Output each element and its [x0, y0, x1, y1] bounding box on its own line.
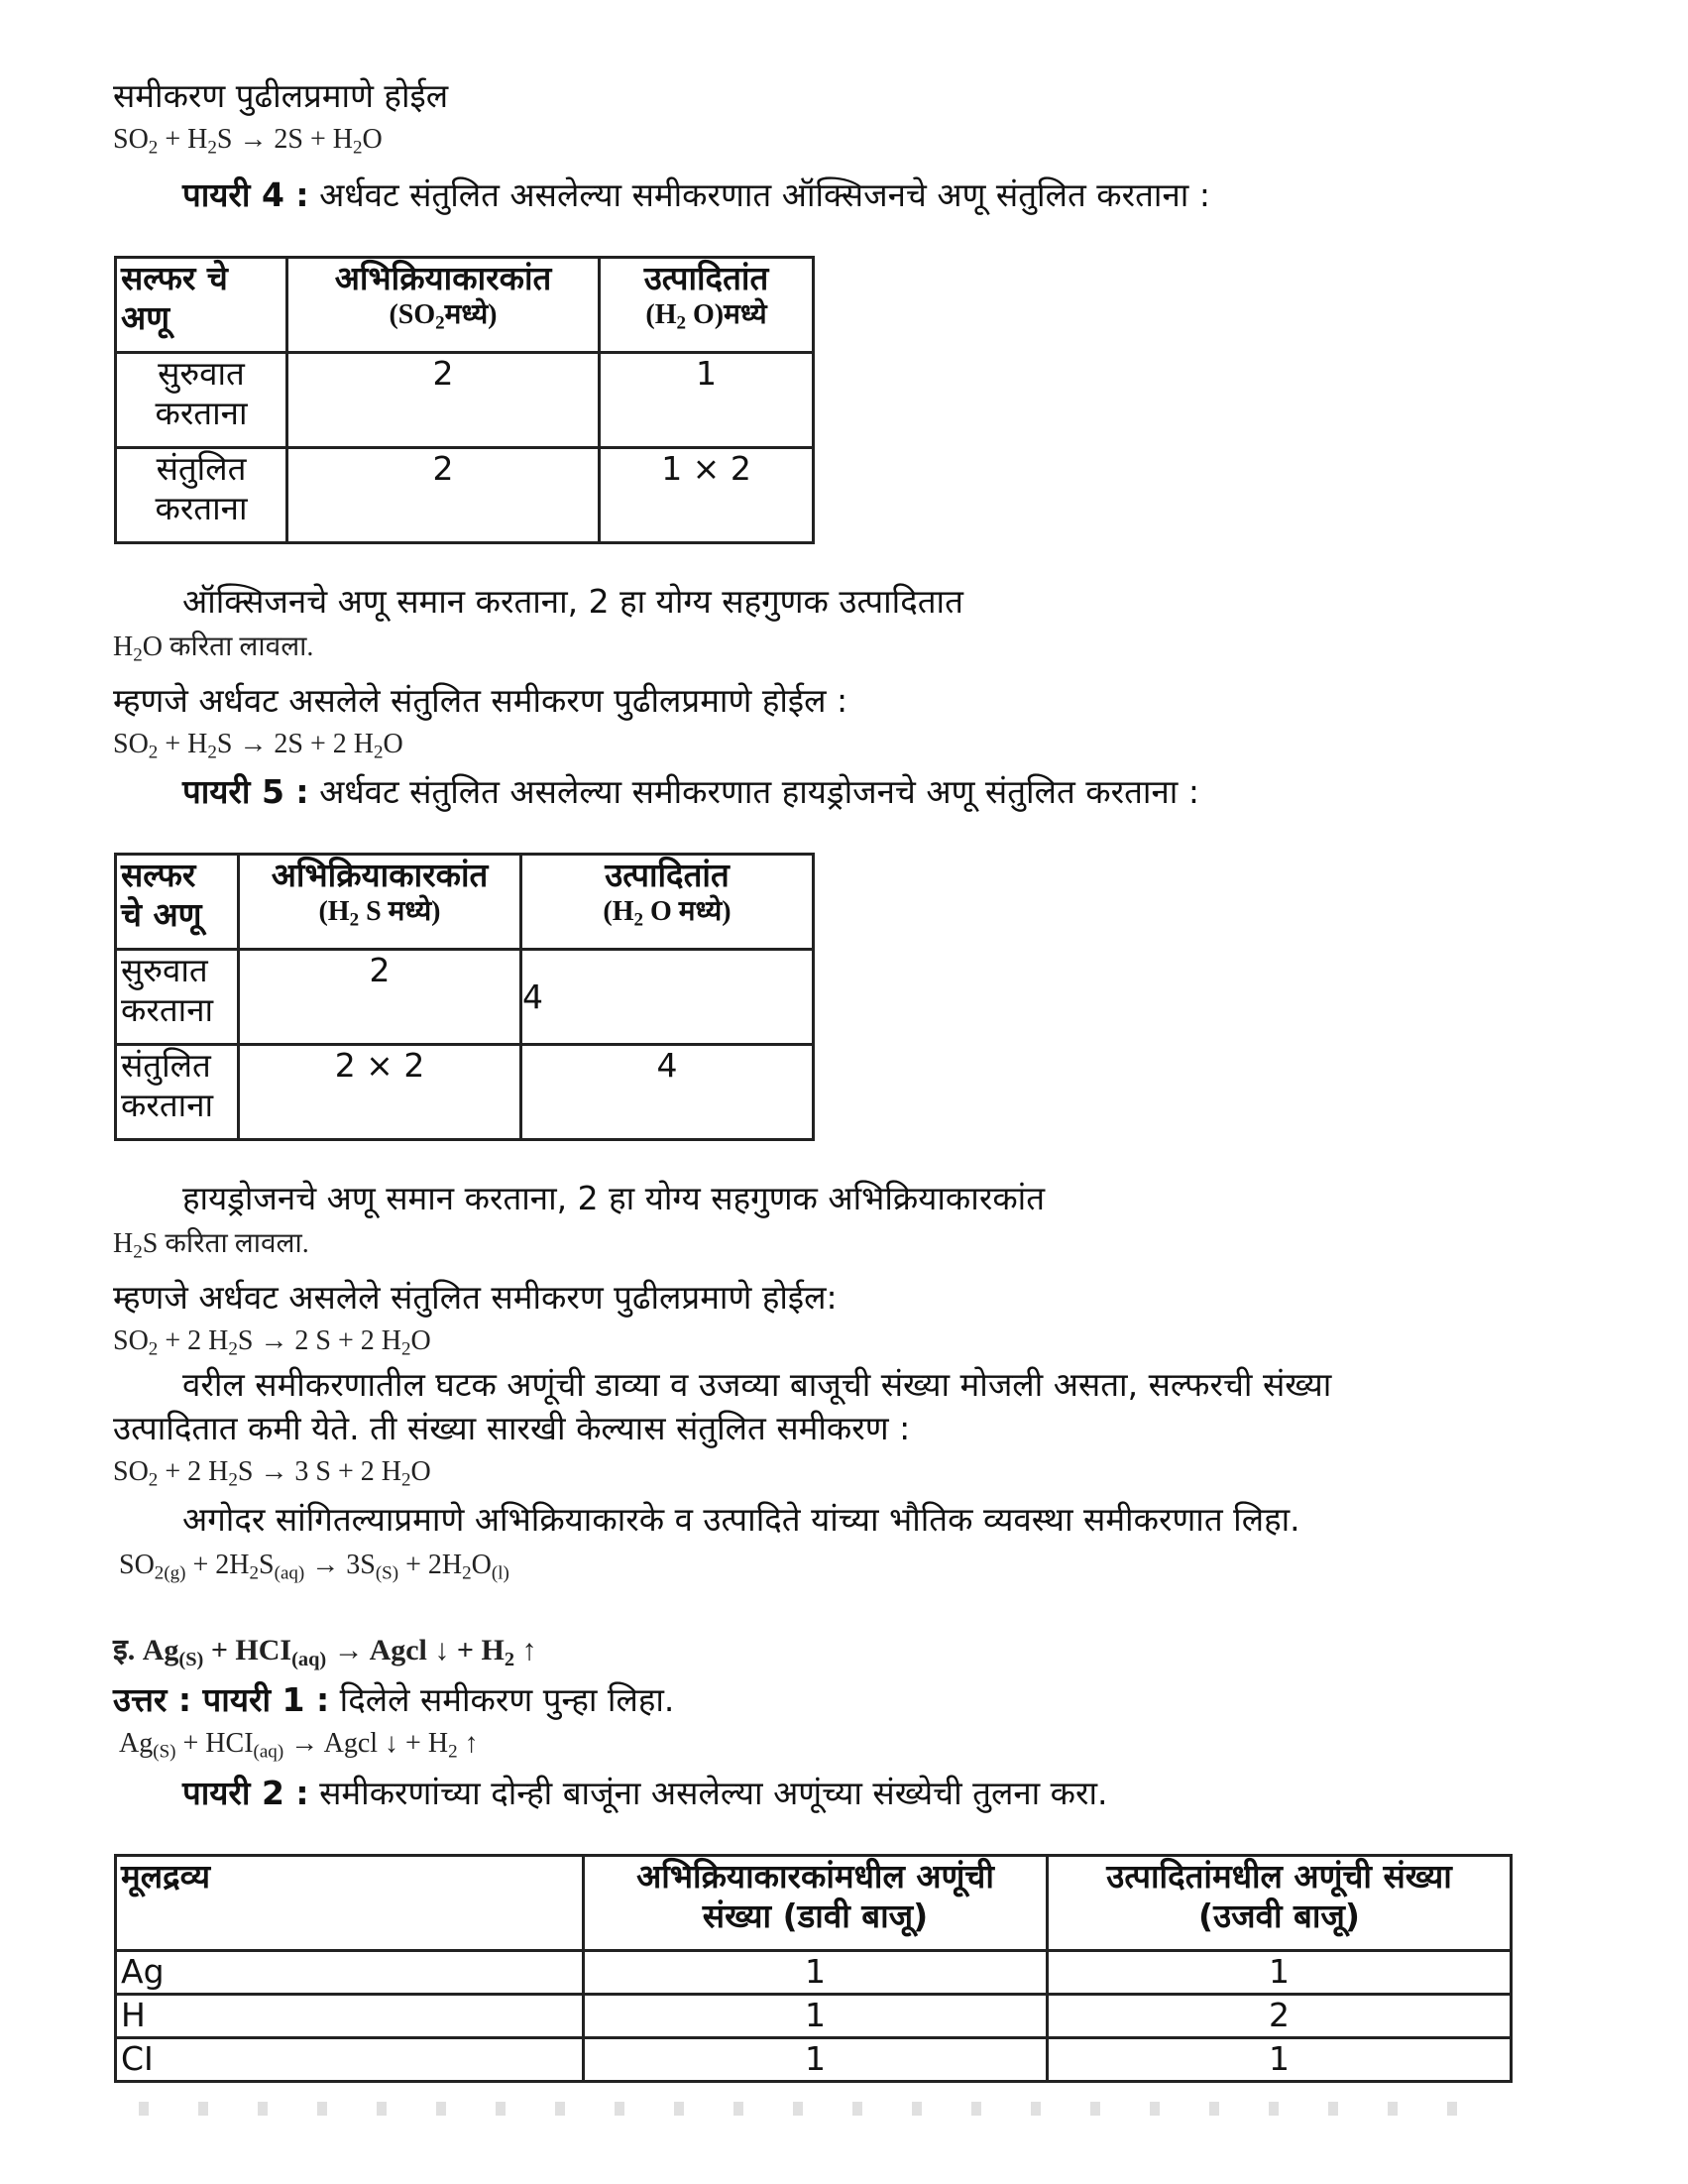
- element-count-table: [114, 1854, 1513, 2083]
- text-line: म्हणजे अर्धवट असलेले संतुलित समीकरण पुढीलप्रमाणे होईल :: [113, 681, 848, 720]
- table-header-cell: उत्पादितांत ($H_2$ O मध्ये): [521, 855, 814, 950]
- step-heading: पायरी 2 : समीकरणांच्या दोन्ही बाजूंना असलेल्या अणूंच्या संख्येची तुलना करा.: [182, 1774, 1108, 1812]
- table-header-cell: अभिक्रियाकारकांत ($H_2$ S मध्ये): [239, 855, 521, 950]
- hydrogen-table: [114, 853, 815, 1141]
- table-cell: सुरुवात करताना: [116, 950, 239, 1045]
- step-heading: पायरी 4 : अर्धवट संतुलित असलेल्या समीकरणात ऑक्सिजनचे अणू संतुलित करताना :: [182, 175, 1210, 214]
- table-cell: सुरुवात करताना: [116, 353, 287, 448]
- table-header-cell: उत्पादितांत ($H_2$ O)मध्ये: [600, 258, 814, 353]
- text-line: वरील समीकरणातील घटक अणूंची डाव्या व उजव्या बाजूची संख्या मोजली असता, सल्फरची संख्या: [182, 1365, 1332, 1404]
- table-header-cell: उत्पादितांमधील अणूंची संख्या (उजवी बाजू): [1048, 1856, 1512, 1951]
- table-cell: 1: [584, 1995, 1048, 2038]
- table-cell: 1: [1048, 1951, 1512, 1995]
- text-line: हायड्रोजनचे अणू समान करताना, 2 हा योग्य सहगुणक अभिक्रियाकारकांत: [182, 1179, 1046, 1217]
- table-cell: 1: [584, 1951, 1048, 1995]
- text-line: ऑक्सिजनचे अणू समान करताना, 2 हा योग्य सहगुणक उत्पादितात: [182, 582, 963, 621]
- table-header-cell: अभिक्रियाकारकांमधील अणूंची संख्या (डावी बाजू): [584, 1856, 1048, 1951]
- table-header-cell: मूलद्रव्य: [116, 1856, 584, 1951]
- table-cell: 1: [584, 2038, 1048, 2082]
- equation: $SO_{2(g)} + 2H_2S_{(aq)} \to 3S_{(S)} + 2H_2O_{(l)}$: [119, 1550, 509, 1584]
- table-header-cell: सल्फर चे अणू: [116, 855, 239, 950]
- table-cell: 1: [600, 353, 814, 448]
- table-cell: संतुलित करताना: [116, 1045, 239, 1140]
- equation: $SO_2 + H_2S \to 2S + 2$ $H_2O$: [113, 729, 403, 763]
- table-cell: 2: [1048, 1995, 1512, 2038]
- equation: $SO_2 + 2$ $H_2S \to 3$ S + 2 $H_2O$: [113, 1456, 431, 1491]
- table-cell: 2: [239, 950, 521, 1045]
- table-cell: 2: [287, 448, 600, 543]
- text-line: म्हणजे अर्धवट असलेले संतुलित समीकरण पुढीलप्रमाणे होईल:: [113, 1278, 838, 1317]
- table-header-cell: सल्फर चे अणू: [116, 258, 287, 353]
- equation: $SO_2 + H_2S \to 2S + H_2O$: [113, 124, 383, 159]
- table-cell: Ag: [116, 1951, 584, 1995]
- text-line: समीकरण पुढीलप्रमाणे होईल: [113, 76, 449, 115]
- table-cell: 2 × 2: [239, 1045, 521, 1140]
- table-cell: CI: [116, 2038, 584, 2082]
- table-cell: 4: [521, 950, 814, 1045]
- cut-off-text-line: [139, 2102, 1457, 2116]
- text-line: $H_2S$ करिता लावला.: [113, 1228, 309, 1263]
- text-line: $H_2O$ करिता लावला.: [113, 632, 314, 666]
- table-cell: 4: [521, 1045, 814, 1140]
- equation: $Ag_{(S)} + HCI_{(aq)}$ → Agcl ↓ + $H_2$ ↑: [119, 1728, 479, 1763]
- table-cell: 2: [287, 353, 600, 448]
- answer-heading: उत्तर : पायरी 1 : दिलेले समीकरण पुन्हा लिहा.: [113, 1680, 675, 1719]
- table-cell: संतुलित करताना: [116, 448, 287, 543]
- table-cell: 1: [1048, 2038, 1512, 2082]
- step-heading: पायरी 5 : अर्धवट संतुलित असलेल्या समीकरणात हायड्रोजनचे अणू संतुलित करताना :: [182, 772, 1199, 811]
- table-header-cell: अभिक्रियाकारकांत $(SO_2मध्ये)$: [287, 258, 600, 353]
- table-cell: H: [116, 1995, 584, 2038]
- table-cell: 1 × 2: [600, 448, 814, 543]
- oxygen-table: [114, 256, 815, 544]
- equation: $SO_2 + 2$ $H_2S \to 2$ S + 2 $H_2O$: [113, 1325, 431, 1360]
- text-line: उत्पादितात कमी येते. ती संख्या सारखी केल्यास संतुलित समीकरण :: [113, 1409, 911, 1447]
- question-equation: इ. $Ag_{(S)} + HCI_{(aq)}$ → Agcl ↓ + $H_2$ ↑: [113, 1634, 537, 1671]
- text-line: अगोदर सांगितल्याप्रमाणे अभिक्रियाकारके व उत्पादिते यांच्या भौतिक व्यवस्था समीकरणात लिहा.: [182, 1500, 1300, 1539]
